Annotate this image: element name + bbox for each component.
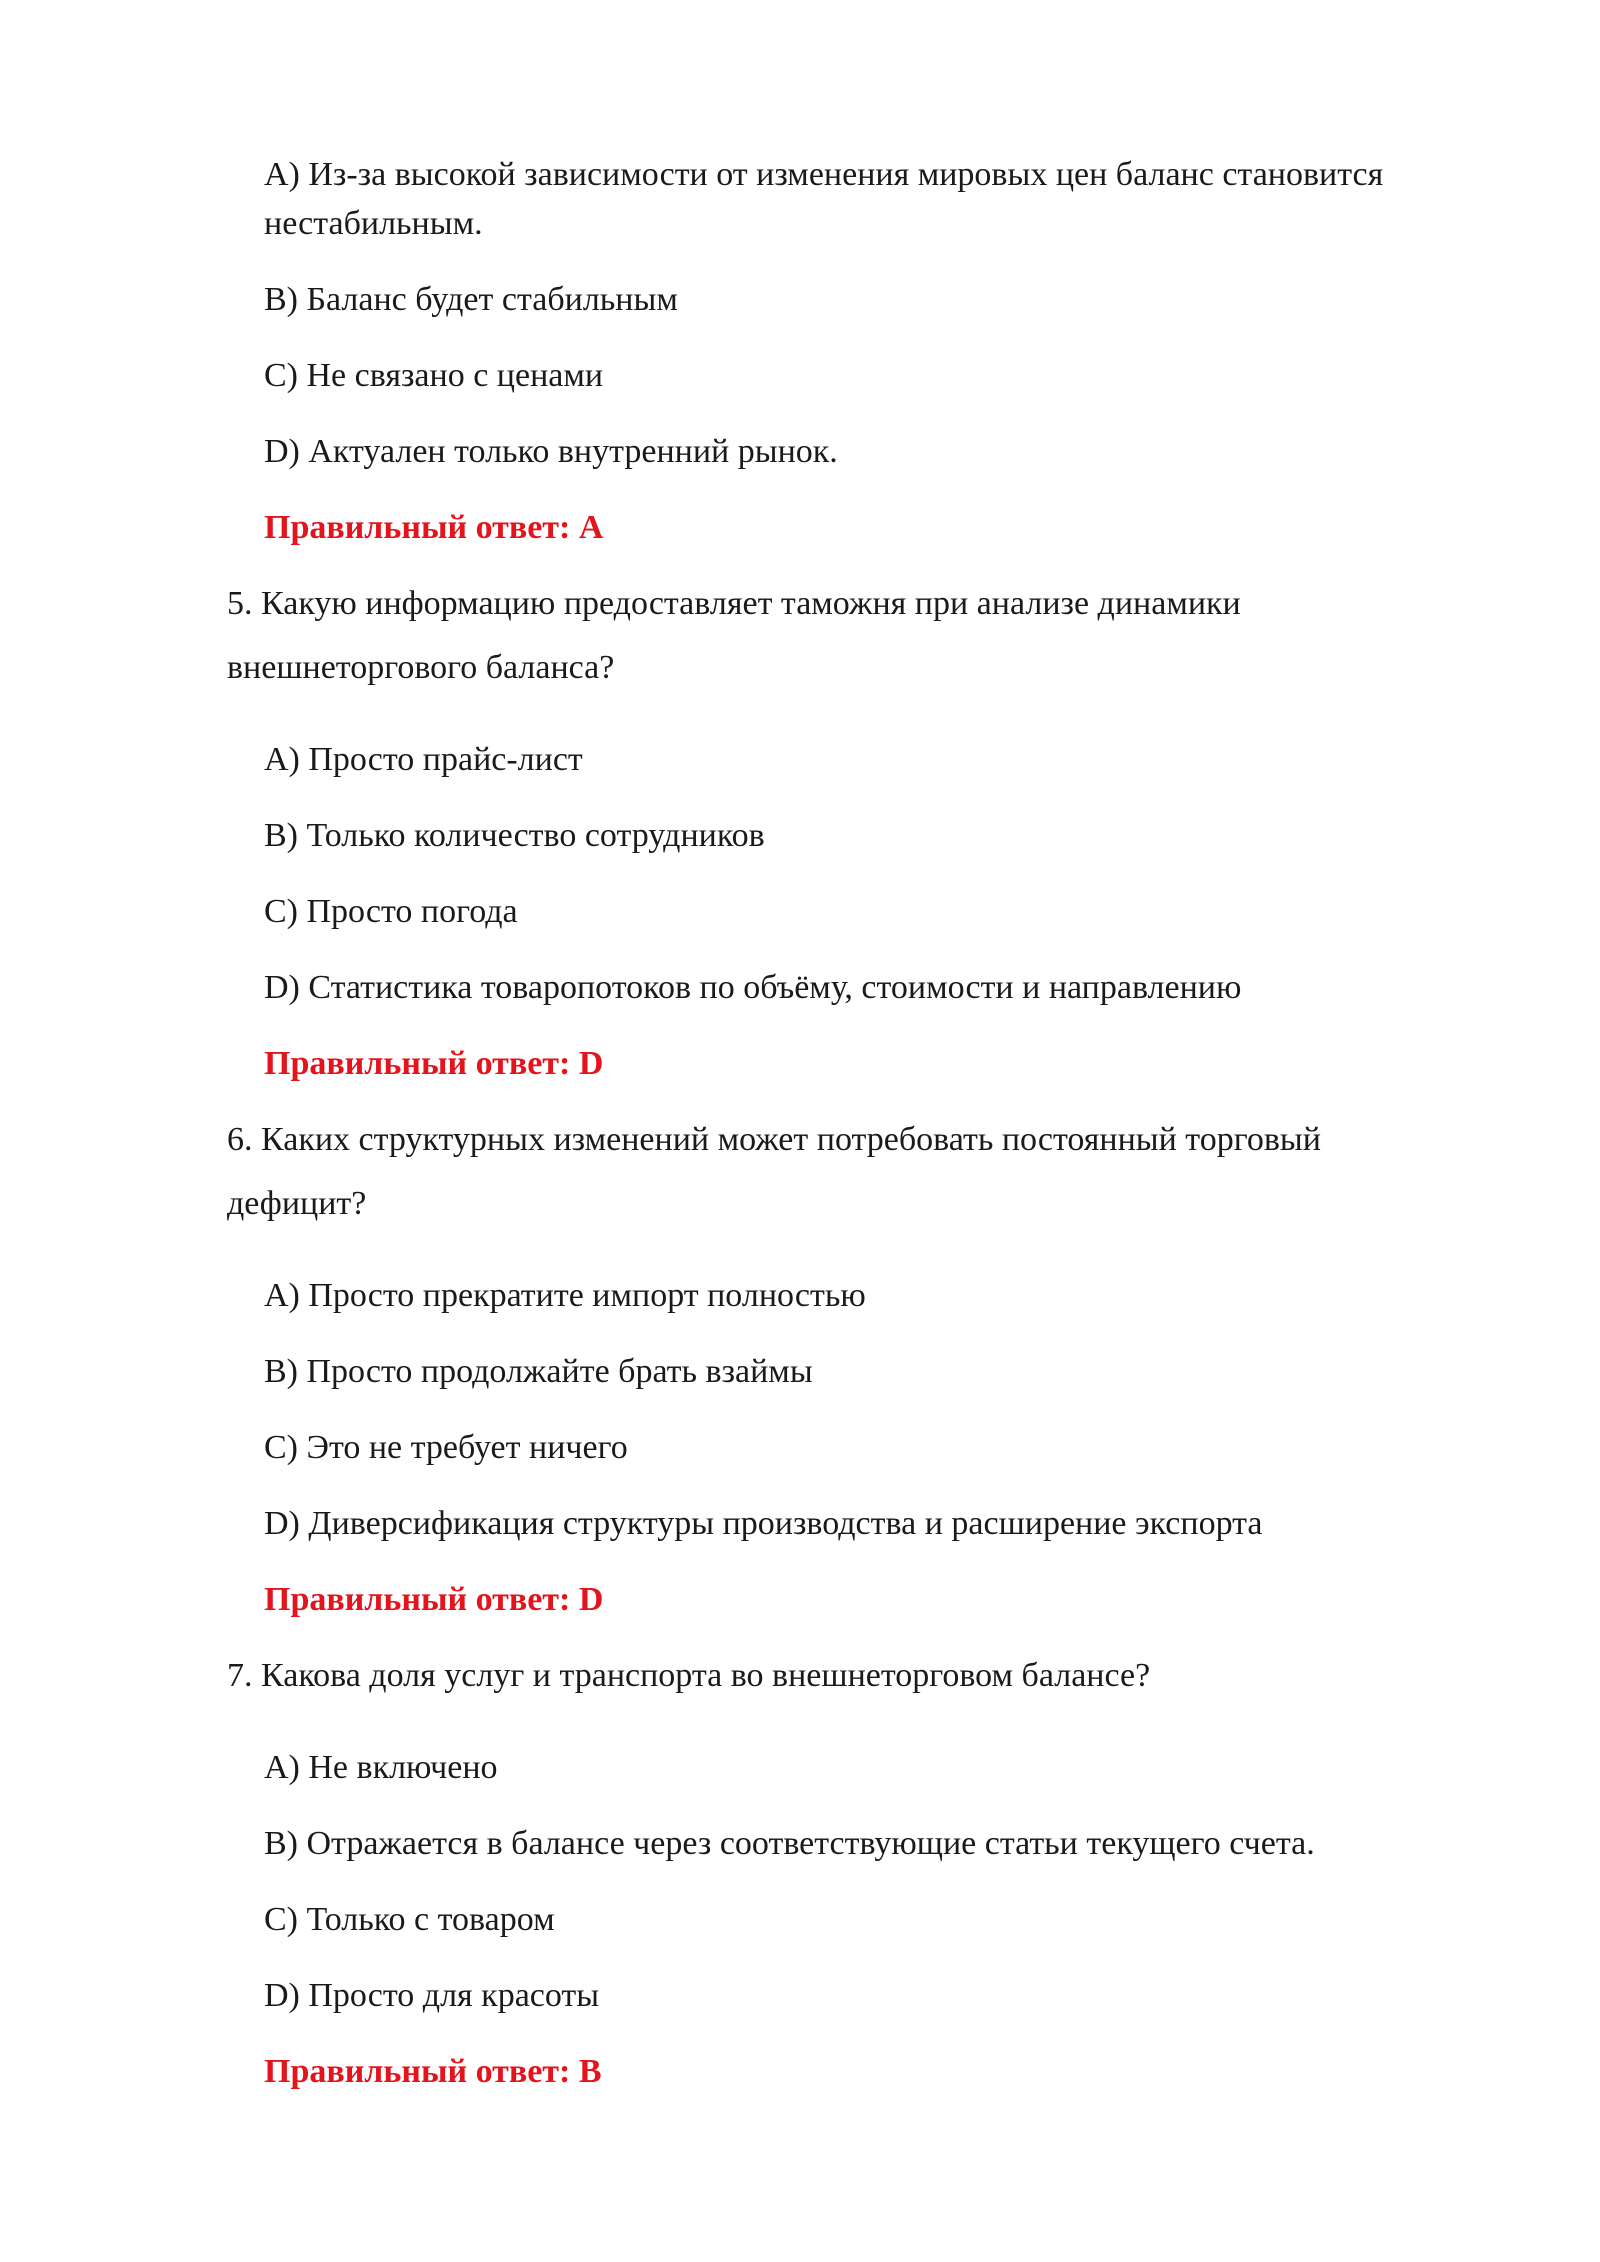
correct-answer: Правильный ответ: A: [264, 509, 604, 546]
option-b: B) Только количество сотрудников: [264, 817, 765, 854]
correct-answer: Правильный ответ: D: [264, 1045, 604, 1082]
option-a: A) Не включено: [264, 1749, 498, 1786]
option-c: C) Не связано с ценами: [264, 357, 604, 394]
option-d: D) Просто для красоты: [264, 1977, 600, 2014]
option-d: D) Диверсификация структуры производства и расширение экспорта: [264, 1505, 1263, 1542]
correct-answer: Правильный ответ: D: [264, 1581, 604, 1618]
option-b: B) Баланс будет стабильным: [264, 281, 678, 318]
option-a: A) Просто прайс-лист: [264, 741, 583, 778]
question-text-continued: внешнеторгового баланса?: [227, 649, 615, 686]
option-c: C) Только с товаром: [264, 1901, 555, 1938]
option-c: C) Это не требует ничего: [264, 1429, 628, 1466]
correct-answer: Правильный ответ: B: [264, 2053, 602, 2090]
question-text: 7. Какова доля услуг и транспорта во внешнеторговом балансе?: [227, 1657, 1151, 1694]
option-a: A) Из-за высокой зависимости от изменения мировых цен баланс становится нестабильным.: [264, 156, 1384, 242]
option-b: B) Отражается в балансе через соответствующие статьи текущего счета.: [264, 1825, 1315, 1862]
question-text: 6. Каких структурных изменений может потребовать постоянный торговый: [227, 1121, 1321, 1158]
option-d: D) Актуален только внутренний рынок.: [264, 433, 838, 470]
option-a: A) Просто прекратите импорт полностью: [264, 1277, 866, 1314]
option-c: C) Просто погода: [264, 893, 518, 930]
option-b: B) Просто продолжайте брать взаймы: [264, 1353, 813, 1390]
question-text-continued: дефицит?: [227, 1185, 367, 1222]
question-text: 5. Какую информацию предоставляет таможня при анализе динамики: [227, 585, 1241, 622]
option-d: D) Статистика товаропотоков по объёму, стоимости и направлению: [264, 969, 1242, 1006]
